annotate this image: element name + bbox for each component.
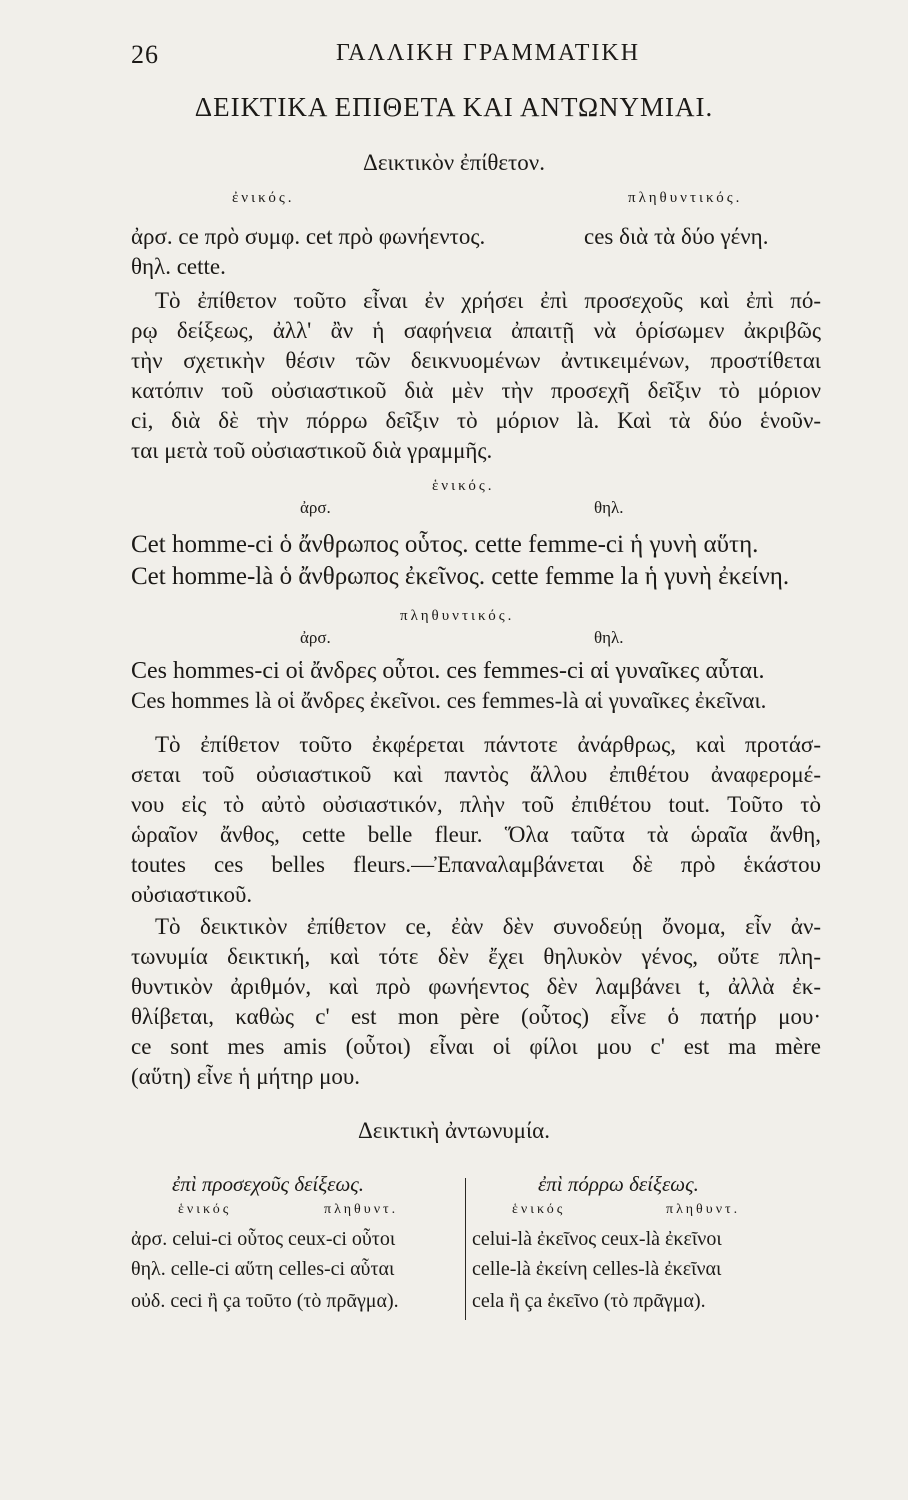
paragraph-line: toutes ces belles fleurs.—Ἐπαναλαμβάνεται δὲ πρὸ ἑκάστου — [131, 852, 821, 877]
paragraph-line: ὡραῖον ἄνθος, cette belle fleur. Ὅλα ταῦτα τὰ ὡραῖα ἄνθη, — [131, 822, 821, 847]
plural-label: πληθυντικός. — [628, 190, 743, 206]
singular-label: ἐνικός. — [232, 190, 295, 206]
masc-forms: ἀρσ. ce πρὸ συμφ. cet πρὸ φωνήεντος. — [131, 224, 486, 249]
table-singular-label: ἑνικός — [512, 1202, 566, 1217]
table-plural-label: πληθυντ. — [666, 1202, 741, 1217]
running-title: ΓΑΛΛΙΚΗ ΓΡΑΜΜΑΤΙΚΗ — [336, 40, 641, 66]
paragraph-line: θλίβεται, καθὼς c' est mon père (οὗτος) εἶνε ὁ πατήρ μου· — [131, 1004, 821, 1029]
examples-fem-label: θηλ. — [594, 498, 624, 517]
table-row-right: cela ἢ ça ἐκεῖνο (τὸ πρᾶγμα). — [472, 1290, 706, 1312]
paragraph-line: σεται τοῦ οὐσιαστικοῦ καὶ παντὸς ἄλλου ἐπιθέτου ἀναφερομέ- — [131, 762, 821, 787]
table-left-heading: ἐπὶ προσεχοῦς δείξεως. — [172, 1172, 365, 1196]
section-title: ΔΕΙΚΤΙΚΑ ΕΠΙΘΕΤΑ ΚΑΙ ΑΝΤΩΝΥΜΙΑΙ. — [194, 92, 714, 122]
page-number: 26 — [131, 40, 159, 69]
table-plural-label: πληθυντ. — [324, 1202, 399, 1217]
table-divider — [465, 1178, 466, 1320]
table-row-left: οὐδ. ceci ἢ ça τοῦτο (τὸ πρᾶγμα). — [131, 1290, 399, 1312]
paragraph-line: κατόπιν τοῦ οὐσιαστικοῦ διὰ μὲν τὴν προσεχῆ δεῖξιν τὸ μόριον — [131, 378, 821, 403]
paragraph-line: ce sont mes amis (οὗτοι) εἶναι οἱ φίλοι μου c' est ma mère — [131, 1034, 821, 1059]
table-row-right: celle-là ἐκείνη celles-là ἐκεῖναι — [472, 1258, 722, 1280]
examples-masc-label: ἀρσ. — [300, 628, 331, 647]
table-row-left: θηλ. celle-ci αὕτη celles-ci αὗται — [131, 1258, 395, 1280]
paragraph-line: τὴν σχετικὴν θέσιν τῶν δεικνυομένων ἀντικειμένων, προστίθεται — [131, 348, 821, 373]
paragraph-line: τωνυμία δεικτική, καὶ τότε δὲν ἔχει θηλυκὸν γένος, οὔτε πλη- — [131, 944, 821, 969]
paragraph-line: οὐσιαστικοῦ. — [131, 882, 253, 907]
examples-fem-label: θηλ. — [594, 628, 624, 647]
table-singular-label: ἑνικός — [178, 1202, 232, 1217]
adjective-heading: Δεικτικὸν ἐπίθετον. — [363, 150, 545, 175]
paragraph-line: Τὸ ἐπίθετον τοῦτο ἐκφέρεται πάντοτε ἀνάρθρως, καὶ προτάσ- — [155, 732, 821, 757]
examples-plural-label: πληθυντικός. — [400, 608, 515, 624]
paragraph-line: Τὸ δεικτικὸν ἐπίθετον ce, ἐὰν δὲν συνοδεύῃ ὄνομα, εἶν ἀν- — [155, 914, 821, 939]
paragraph-line: θυντικὸν ἀριθμόν, καὶ πρὸ φωνήεντος δὲν λαμβάνει t, ἀλλὰ ἐκ- — [131, 974, 821, 999]
fem-forms: θηλ. cette. — [131, 254, 226, 279]
paragraph-line: (αὕτη) εἶνε ἡ μήτηρ μου. — [131, 1064, 361, 1089]
example-row: Ces hommes-ci οἱ ἄνδρες οὗτοι. ces femmes-ci αἱ γυναῖκες αὗται. — [131, 658, 765, 684]
table-right-heading: ἐπὶ πόρρω δείξεως. — [538, 1172, 699, 1196]
paragraph-line: ci, διὰ δὲ τὴν πόρρω δεῖξιν τὸ μόριον là. Καὶ τὰ δύο ἑνοῦν- — [131, 408, 821, 433]
table-row-right: celui-là ἐκεῖνος ceux-là ἐκεῖνοι — [472, 1228, 722, 1250]
paragraph-line: Τὸ ἐπίθετον τοῦτο εἶναι ἐν χρήσει ἐπὶ προσεχοῦς καὶ ἐπὶ πό- — [155, 288, 821, 313]
example-row: Cet homme-ci ὁ ἄνθρωπος οὗτος. cette femme-ci ἡ γυνὴ αὕτη. — [131, 531, 759, 558]
example-row: Ces hommes là οἱ ἄνδρες ἐκεῖνοι. ces femmes-là αἱ γυναῖκες ἐκεῖναι. — [131, 688, 767, 713]
examples-singular-label: ἑνικός. — [432, 478, 495, 494]
paragraph-line: νου εἰς τὸ αὐτὸ οὐσιαστικόν, πλὴν τοῦ ἐπιθέτου tout. Τοῦτο τὸ — [131, 792, 821, 817]
paragraph-line: ται μετὰ τοῦ οὐσιαστικοῦ διὰ γραμμῆς. — [131, 438, 493, 463]
pronoun-heading: Δεικτικὴ ἀντωνυμία. — [358, 1118, 550, 1143]
example-row: Cet homme-là ὁ ἄνθρωπος ἐκεῖνος. cette femme la ἡ γυνὴ ἐκείνη. — [131, 563, 790, 590]
paragraph-line: ρῳ δείξεως, ἀλλ' ἂν ἡ σαφήνεια ἀπαιτῇ νὰ ὁρίσωμεν ἀκριβῶς — [131, 318, 821, 343]
examples-masc-label: ἀρσ. — [300, 498, 331, 517]
table-row-left: ἀρσ. celui-ci οὗτος ceux-ci οὗτοι — [131, 1228, 396, 1250]
plural-forms: ces διὰ τὰ δύο γένη. — [584, 224, 769, 249]
